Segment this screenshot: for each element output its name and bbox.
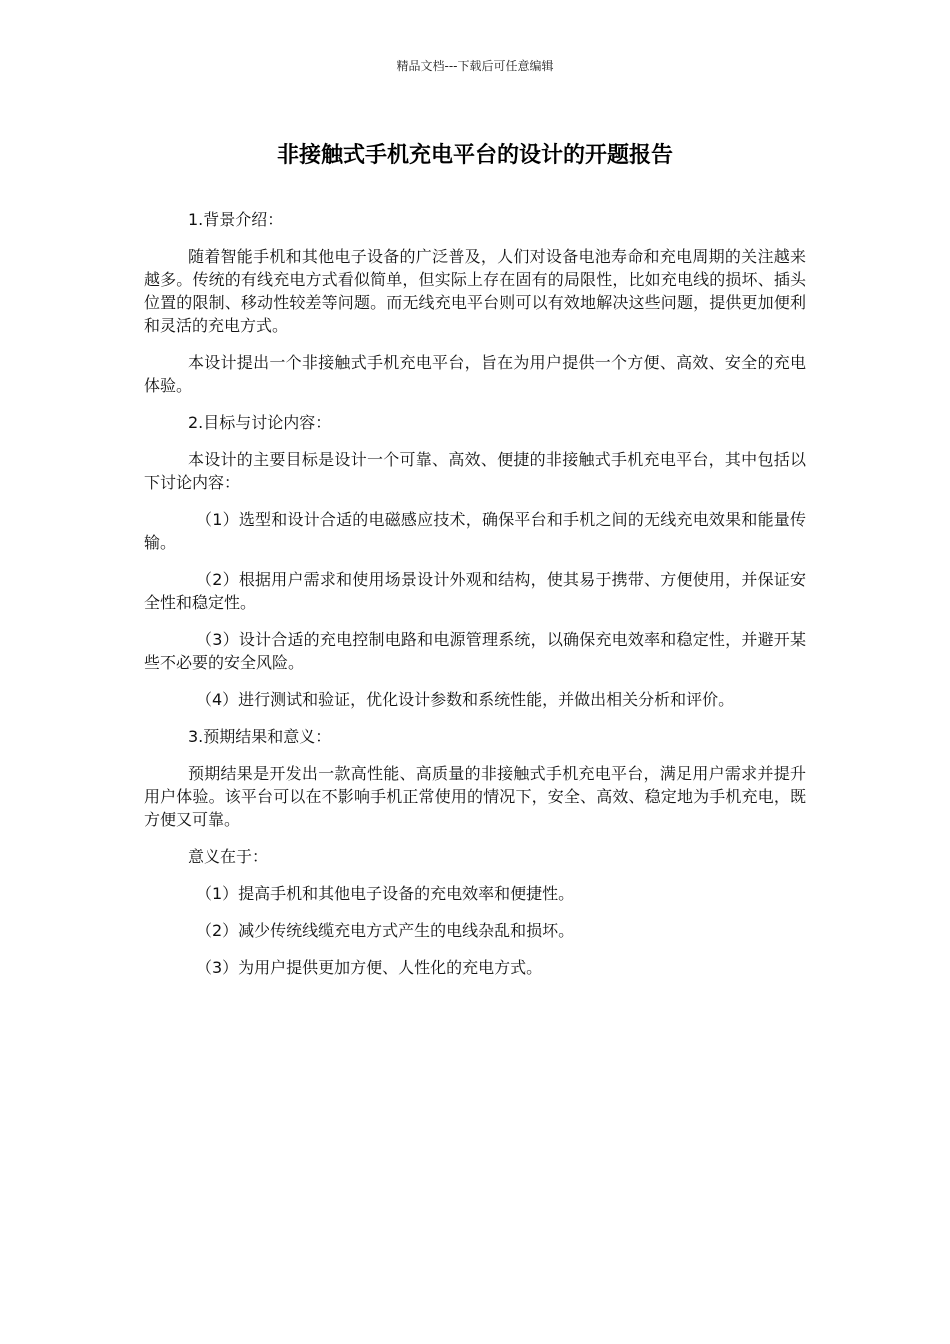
document-title: 非接触式手机充电平台的设计的开题报告 (276, 143, 673, 168)
list-item-goal-2: （2）根据用户需求和使用场景设计外观和结构，使其易于携带、方便使用，并保证安全性和稳定性。 (144, 570, 806, 612)
list-item-significance-3: （3）为用户提供更加方便、人性化的充电方式。 (196, 958, 543, 977)
paragraph-goals-intro: 本设计的主要目标是设计一个可靠、高效、便捷的非接触式手机充电平台，其中包括以下讨论内容： (144, 450, 806, 492)
section-heading-results: 3.预期结果和意义： (188, 727, 332, 746)
list-item-goal-1: （1）选型和设计合适的电磁感应技术，确保平台和手机之间的无线充电效果和能量传输。 (144, 510, 806, 552)
paragraph-results: 预期结果是开发出一款高性能、高质量的非接触式手机充电平台，满足用户需求并提升用户体验。该平台可以在不影响手机正常使用的情况下，安全、高效、稳定地为手机充电，既方便又可靠。 (144, 764, 806, 829)
list-item-significance-1: （1）提高手机和其他电子设备的充电效率和便捷性。 (196, 884, 575, 903)
paragraph-background-2: 本设计提出一个非接触式手机充电平台，旨在为用户提供一个方便、高效、安全的充电体验。 (144, 353, 806, 395)
list-item-goal-3: （3）设计合适的充电控制电路和电源管理系统，以确保充电效率和稳定性，并避开某些不必要的安全风险。 (144, 630, 806, 672)
document-body (144, 208, 806, 993)
paragraph-background-1: 随着智能手机和其他电子设备的广泛普及，人们对设备电池寿命和充电周期的关注越来越多。传统的有线充电方式看似简单，但实际上存在固有的局限性，比如充电线的损坏、插头位置的限制、移动性较差等问题。而无线充电平台则可以有效地解决这些问题，提供更加便利和灵活的充电方式。 (144, 247, 806, 335)
list-item-significance-2: （2）减少传统线缆充电方式产生的电线杂乱和损坏。 (196, 921, 575, 940)
page-header: 精品文档---下载后可任意编辑 (396, 59, 554, 73)
section-heading-background: 1.背景介绍： (188, 210, 284, 229)
section-heading-significance: 意义在于： (188, 847, 269, 866)
section-heading-goals: 2.目标与讨论内容： (188, 413, 332, 432)
list-item-goal-4: （4）进行测试和验证，优化设计参数和系统性能，并做出相关分析和评价。 (196, 690, 735, 709)
